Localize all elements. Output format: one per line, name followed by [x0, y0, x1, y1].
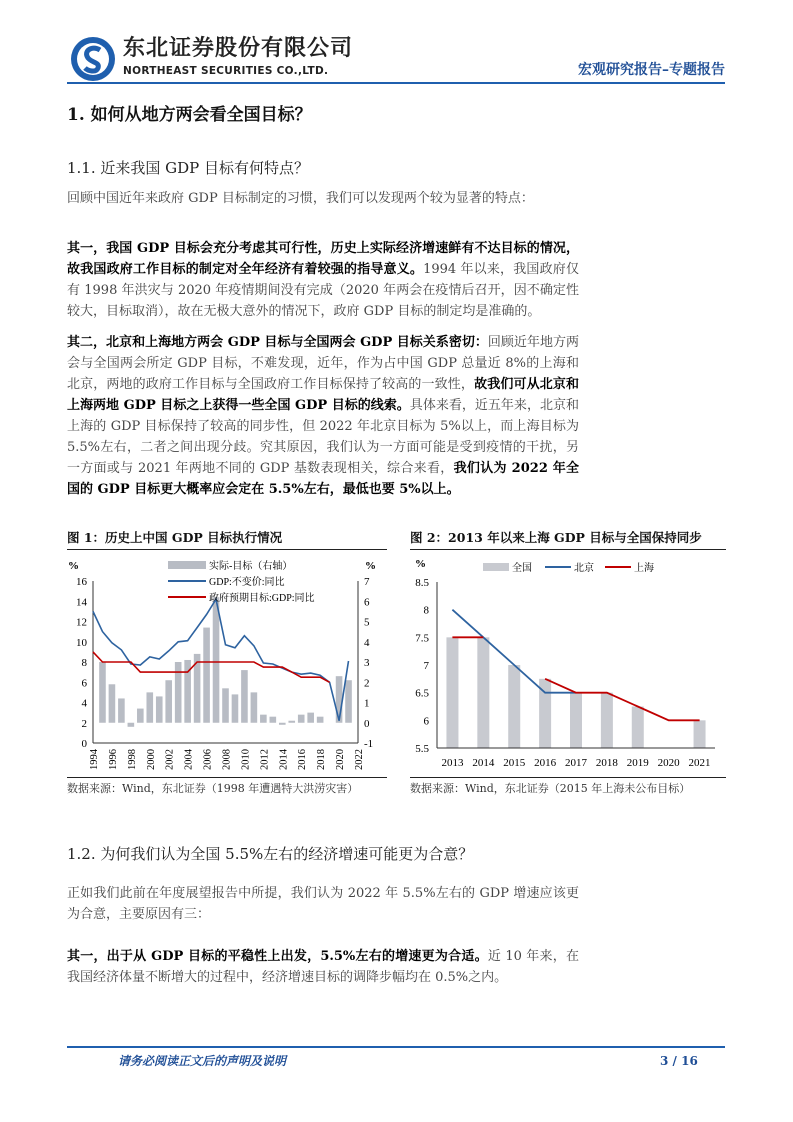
x-tick-label: 2022: [354, 749, 365, 770]
line-gdp-growth: [93, 599, 349, 721]
line-gdp-target: [93, 652, 330, 682]
main-content: [67, 105, 725, 988]
y-tick-label: 6.5: [415, 687, 429, 700]
y-tick-label: 7.5: [415, 632, 429, 645]
legend-label: 全国: [512, 563, 532, 574]
text-segment: 1994 年以来，我国政府仅有 1998 年洪灾与 2020 年疫情期间没有完成（2020 年两会在疫情后召开，因不确定性较大，目标取消），故在无极大意外的情况下，政府 GDP 目标的制定均是准确的。: [67, 262, 579, 319]
text-segment: 回顾近年地方两会与全国两会所定 GDP 目标，不难发现，近年，作为占中国 GDP 总量近 8%的上海和北京，两地的政府工作目标与全国政府工作目标保持了较高的一致性，: [67, 335, 579, 392]
bar-national-target: [446, 637, 458, 748]
left-unit-label: %: [68, 560, 79, 572]
bar-actual-minus-target: [260, 715, 267, 723]
legend-label: 上海: [634, 563, 654, 574]
paragraph-reason-1: [67, 946, 579, 988]
x-tick-label: 1996: [107, 749, 119, 770]
chart-shanghai-beijing-targets: [405, 553, 727, 777]
x-tick-label: 2000: [145, 749, 157, 770]
section-1-2-title: 1.2. 为何我们认为全国 5.5%左右的经济增速可能更为合意？: [67, 845, 474, 863]
figures-row: [67, 530, 725, 796]
bar-national-target: [508, 665, 520, 748]
bar-national-target: [477, 637, 489, 748]
company-name-cn: 东北证券股份有限公司: [123, 36, 354, 61]
figure-2-caption: 图 2：2013 年以来上海 GDP 目标与全国保持同步: [410, 530, 702, 545]
report-type: 宏观研究报告–专题报告: [578, 62, 725, 78]
bar-actual-minus-target: [241, 670, 248, 723]
legend-swatch-national: [483, 563, 509, 571]
right-tick-label: 6: [364, 596, 370, 609]
x-tick-label: 2015: [503, 757, 526, 769]
bold-text-segment: 其一，我国 GDP 目标会充分考虑其可行性，历史上实际经济增速鲜有不达目标的情况，故我国政府工作目标的制定对全年经济有着较强的指导意义。: [67, 241, 579, 277]
figure-1-top-rule: [67, 549, 387, 550]
section-1-title: 1. 如何从地方两会看全国目标？: [67, 105, 312, 125]
left-tick-label: 6: [81, 677, 87, 690]
bold-text-segment: 我们认为 2022 年全国的 GDP 目标更大概率应会定在 5.5%左右，最低也要 5%以上。: [67, 461, 580, 497]
x-tick-label: 2020: [335, 749, 347, 770]
x-tick-label: 1994: [89, 749, 100, 770]
chart-gdp-target-history: [62, 553, 392, 777]
bar-actual-minus-target: [156, 696, 163, 722]
bar-actual-minus-target: [279, 723, 286, 725]
x-tick-label: 2014: [472, 757, 495, 769]
bar-actual-minus-target: [307, 713, 314, 723]
bar-actual-minus-target: [128, 723, 135, 727]
bar-actual-minus-target: [288, 721, 295, 723]
logo-emblem-icon: [70, 36, 116, 82]
x-tick-label: 2010: [240, 749, 252, 770]
page-number: 3 / 16: [660, 1054, 698, 1068]
bar-actual-minus-target: [137, 709, 144, 723]
x-tick-label: 2021: [688, 757, 711, 769]
x-tick-label: 2002: [164, 749, 176, 770]
y-tick-label: 6: [423, 715, 429, 728]
figure-1-bottom-rule: [67, 777, 387, 778]
x-tick-label: 2012: [259, 749, 271, 770]
bar-actual-minus-target: [175, 662, 182, 723]
paragraph-intro: [67, 188, 579, 209]
bar-actual-minus-target: [232, 694, 239, 722]
bold-text-segment: 故我们可从北京和上海两地 GDP 目标之上获得一些全国 GDP 目标的线索。: [67, 377, 579, 413]
company-logo: [70, 36, 116, 82]
y-tick-label: 8: [423, 604, 429, 617]
x-tick-label: 2013: [441, 757, 464, 769]
legend-label: 北京: [574, 563, 594, 574]
figure-2-bottom-rule: [410, 777, 726, 778]
right-unit-label: %: [365, 560, 376, 572]
right-tick-label: 3: [364, 657, 370, 669]
bar-actual-minus-target: [118, 698, 125, 722]
x-tick-label: 2016: [534, 757, 557, 769]
text-segment: 回顾中国近年来政府 GDP 目标制定的习惯，我们可以发现两个较为显著的特点：: [67, 191, 534, 206]
x-tick-label: 2008: [221, 749, 233, 770]
bar-actual-minus-target: [203, 628, 210, 723]
header-rule: [67, 82, 725, 84]
paragraph-point-2: [67, 332, 579, 500]
legend-label: GDP:不变价:同比: [209, 577, 285, 588]
bar-actual-minus-target: [251, 692, 258, 722]
unit-label: %: [415, 558, 426, 570]
paragraph-reasons-intro: [67, 883, 579, 925]
right-tick-label: -1: [364, 738, 374, 750]
figure-2-top-rule: [410, 549, 726, 550]
text-segment: 近 10 年来，在我国经济体量不断增大的过程中，经济增速目标的调降步幅均在 0.5%之内。: [67, 949, 579, 985]
legend-swatch-bar: [168, 561, 206, 569]
bar-national-target: [601, 693, 613, 748]
text-segment: 具体来看，近五年来，北京和上海的 GDP 目标保持了较高的同步性，但 2022 年北京目标为 5%以上，而上海目标为 5.5%左右，二者之间出现分歧。究其原因，我们认为一方面可能是受到疫情的干扰，另一方面或与 2021 年两地不同的 GDP 基数表现相关，综合来看，: [67, 398, 579, 476]
bold-text-segment: 其一，出于从 GDP 目标的平稳性上出发，5.5%左右的增速更为合适。: [67, 949, 488, 964]
x-tick-label: 2017: [565, 757, 587, 769]
bar-actual-minus-target: [99, 662, 106, 723]
bold-text-segment: 其二，北京和上海地方两会 GDP 目标与全国两会 GDP 目标关系密切：: [67, 335, 488, 350]
right-tick-label: 0: [364, 717, 370, 730]
x-tick-label: 2020: [657, 757, 680, 769]
figure-1-caption: 图 1：历史上中国 GDP 目标执行情况: [67, 530, 283, 545]
bar-national-target: [632, 707, 644, 749]
x-tick-label: 2018: [316, 749, 328, 770]
footer-disclaimer: 请务必阅读正文后的声明及说明: [118, 1054, 287, 1068]
right-tick-label: 4: [364, 636, 370, 649]
left-tick-label: 16: [76, 576, 87, 588]
left-tick-label: 12: [76, 616, 87, 629]
paragraph-point-1: [67, 238, 579, 322]
x-tick-label: 2016: [297, 749, 309, 770]
legend-label: 政府预期目标:GDP:同比: [209, 593, 315, 604]
bar-actual-minus-target: [165, 680, 172, 723]
bar-actual-minus-target: [345, 680, 352, 723]
x-tick-label: 2019: [626, 757, 649, 769]
legend-label: 实际-目标（右轴）: [209, 561, 293, 572]
x-tick-label: 2006: [202, 749, 214, 770]
x-tick-label: 1998: [126, 749, 138, 770]
y-tick-label: 7: [423, 660, 429, 672]
y-tick-label: 5.5: [415, 743, 429, 755]
bar-actual-minus-target: [270, 717, 277, 723]
right-tick-label: 5: [364, 616, 370, 629]
right-tick-label: 1: [364, 697, 370, 710]
x-tick-label: 2004: [183, 749, 195, 770]
text-segment: 正如我们此前在年度展望报告中所提，我们认为 2022 年 5.5%左右的 GDP 增速应该更为合意，主要原因有三：: [67, 886, 579, 922]
left-tick-label: 8: [81, 657, 87, 669]
left-tick-label: 2: [81, 717, 87, 730]
left-tick-label: 0: [81, 738, 87, 750]
bar-actual-minus-target: [213, 597, 220, 723]
x-tick-label: 2014: [278, 749, 290, 770]
bar-actual-minus-target: [109, 684, 116, 722]
left-tick-label: 10: [76, 636, 87, 649]
left-tick-label: 14: [76, 596, 87, 609]
figure-2-source: 数据来源：Wind，东北证券（2015 年上海未公布目标）: [410, 782, 691, 795]
bar-actual-minus-target: [146, 692, 153, 722]
section-1-1-title: 1.1. 近来我国 GDP 目标有何特点？: [67, 159, 310, 177]
y-tick-label: 8.5: [415, 577, 429, 589]
bar-national-target: [694, 720, 706, 748]
right-tick-label: 7: [364, 576, 370, 588]
footer-rule: [67, 1046, 725, 1048]
right-tick-label: 2: [364, 677, 370, 690]
bar-actual-minus-target: [298, 715, 305, 723]
bar-national-target: [570, 693, 582, 748]
bar-actual-minus-target: [222, 688, 229, 722]
left-tick-label: 4: [81, 697, 87, 710]
x-tick-label: 2018: [595, 757, 618, 769]
bar-actual-minus-target: [317, 717, 324, 723]
company-name-en: NORTHEAST SECURITIES CO.,LTD.: [123, 65, 329, 77]
figure-1-source: 数据来源：Wind，东北证券（1998 年遭遇特大洪涝灾害）: [67, 782, 359, 795]
